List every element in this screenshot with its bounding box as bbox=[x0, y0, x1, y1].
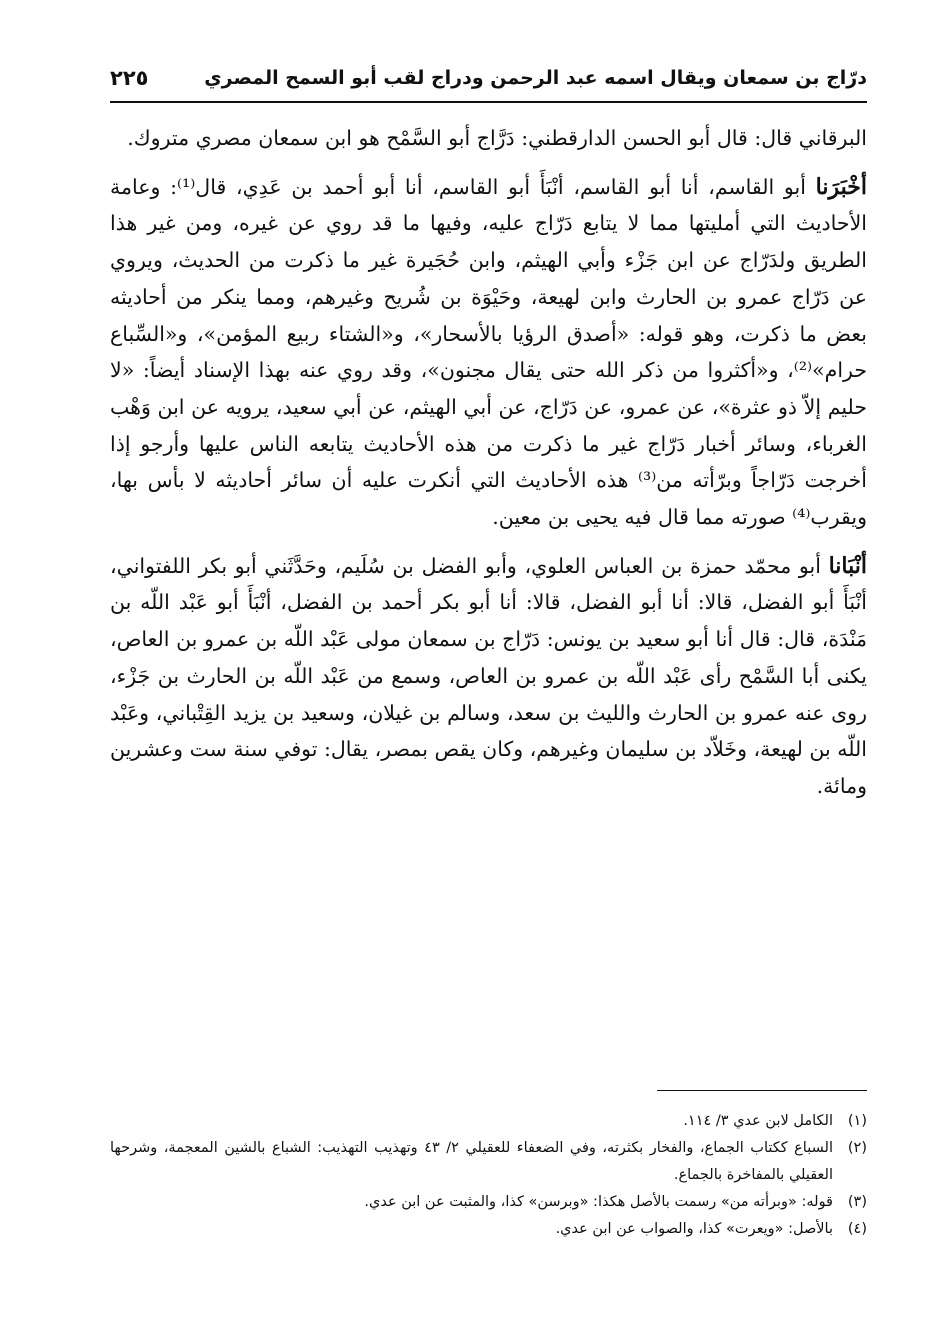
footnote-text: قوله: «وبرأته من» رسمت بالأصل هكذا: «وبرسن» كذا، والمثبت عن ابن عدي. bbox=[364, 1194, 833, 1210]
paragraph-lead: أخْبَرَنا bbox=[815, 173, 867, 200]
running-header bbox=[110, 58, 867, 98]
footnote-3 bbox=[110, 1189, 867, 1216]
paragraph-2 bbox=[110, 169, 867, 536]
footnote-4 bbox=[110, 1216, 867, 1243]
body-text bbox=[110, 120, 867, 805]
paragraph-lead: أنْبَانا bbox=[828, 552, 867, 579]
footnote-text: السباع ككتاب الجماع، والفخار بكثرته، وفي الضعفاء للعقيلي ٢/ ٤٣ وتهذيب التهذيب: الشباع بالشين المعجمة، وشرحها العقيلي بالمفاخرة بالجماع. bbox=[110, 1140, 833, 1183]
footnote-text: بالأصل: «ويعرت» كذا، والصواب عن ابن عدي. bbox=[555, 1221, 833, 1237]
footnote-number: (٢) bbox=[847, 1140, 867, 1156]
footnote-rule bbox=[657, 1090, 867, 1091]
footnote-number: (١) bbox=[847, 1113, 867, 1129]
footnotes bbox=[110, 1108, 867, 1243]
paragraph-3 bbox=[110, 548, 867, 805]
footnote-2 bbox=[110, 1135, 867, 1189]
page-number: ٢٢٥ bbox=[110, 66, 149, 90]
footnote-text: الكامل لابن عدي ٣/ ١١٤. bbox=[683, 1113, 833, 1129]
paragraph-text: أبو القاسم، أنا أبو القاسم، أنْبَأَ أبو القاسم، أنا أبو أحمد بن عَدِي، قال⁽¹⁾: وعامة الأحاديث التي أمليتها مما لا يتابع دَرّاج عليه، وفيها ما قد روي عن غيره، ومن غير هذا الطريق ولدَرّاج عن ابن جَزْء وأبي الهيثم، وابن حُجَيرة غير ما ذكرت من الحديث، ويروي عن دَرّاج عمرو بن الحارث وابن لهيعة، وحَيْوَة بن شُريح وغيرهم، ومما ينكر من أحاديثه بعض ما ذكرت، وهو قوله: «أصدق الرؤيا بالأسحار»، و«الشتاء ربيع المؤمن»، و«السِّباع حرام»⁽²⁾، و«أكثروا من ذكر الله حتى يقال مجنون»، وقد روي عنه بهذا الإسناد أيضاً: «لا حليم إلاّ ذو عثرة»، عن عمرو، عن دَرّاج، عن أبي الهيثم، عن أبي سعيد، يرويه عن ابن وَهْب الغرباء، وسائر أخبار دَرّاج غير ما ذكرت من هذه الأحاديث يتابعه الناس عليها وأرجو إذا أخرجت دَرّاجاً وبرّأته من⁽³⁾ هذه الأحاديث التي أنكرت عليه أن سائر أحاديثه لا بأس بها، ويقرب⁽⁴⁾ صورته مما قال فيه يحيى بن معين. bbox=[110, 174, 867, 530]
paragraph-1 bbox=[110, 120, 867, 157]
paragraph-text: البرقاني قال: قال أبو الحسن الدارقطني: دَرَّاج أبو السَّمْح هو ابن سمعان مصري متروك. bbox=[127, 126, 867, 150]
paragraph-text: أبو محمّد حمزة بن العباس العلوي، وأبو الفضل بن سُلَيم، وحَدَّثَني أبو بكر اللفتواني، أنْبَأَ أبو الفضل، قالا: أنا أبو الفضل، قالا: أنا أبو بكر أحمد بن الفضل، أنْبَأَ أبو عَبْد اللّه بن مَنْدَة، قال: قال أنا أبو سعيد بن يونس: دَرّاج بن سمعان مولى عَبْد اللّه بن عمرو بن العاص، يكنى أبا السَّمْح رأى عَبْد اللّه بن عمرو بن العاص، وسمع من عَبْد اللّه بن الحارث بن جَزْء، روى عنه عمرو بن الحارث والليث بن سعد، وسالم بن غيلان، وسعيد بن يزيد القِتْباني، وعَبْد اللّه بن لهيعة، وخَلاّد بن سليمان وغيرهم، وكان يقص بمصر، يقال: توفي سنة ست وعشرين ومائة. bbox=[110, 553, 867, 798]
running-title: درّاج بن سمعان ويقال اسمه عبد الرحمن ودراج لقب أبو السمح المصري bbox=[204, 67, 867, 89]
footnote-number: (٤) bbox=[847, 1221, 867, 1237]
header-rule bbox=[110, 101, 867, 103]
footnote-number: (٣) bbox=[847, 1194, 867, 1210]
footnote-1 bbox=[110, 1108, 867, 1135]
